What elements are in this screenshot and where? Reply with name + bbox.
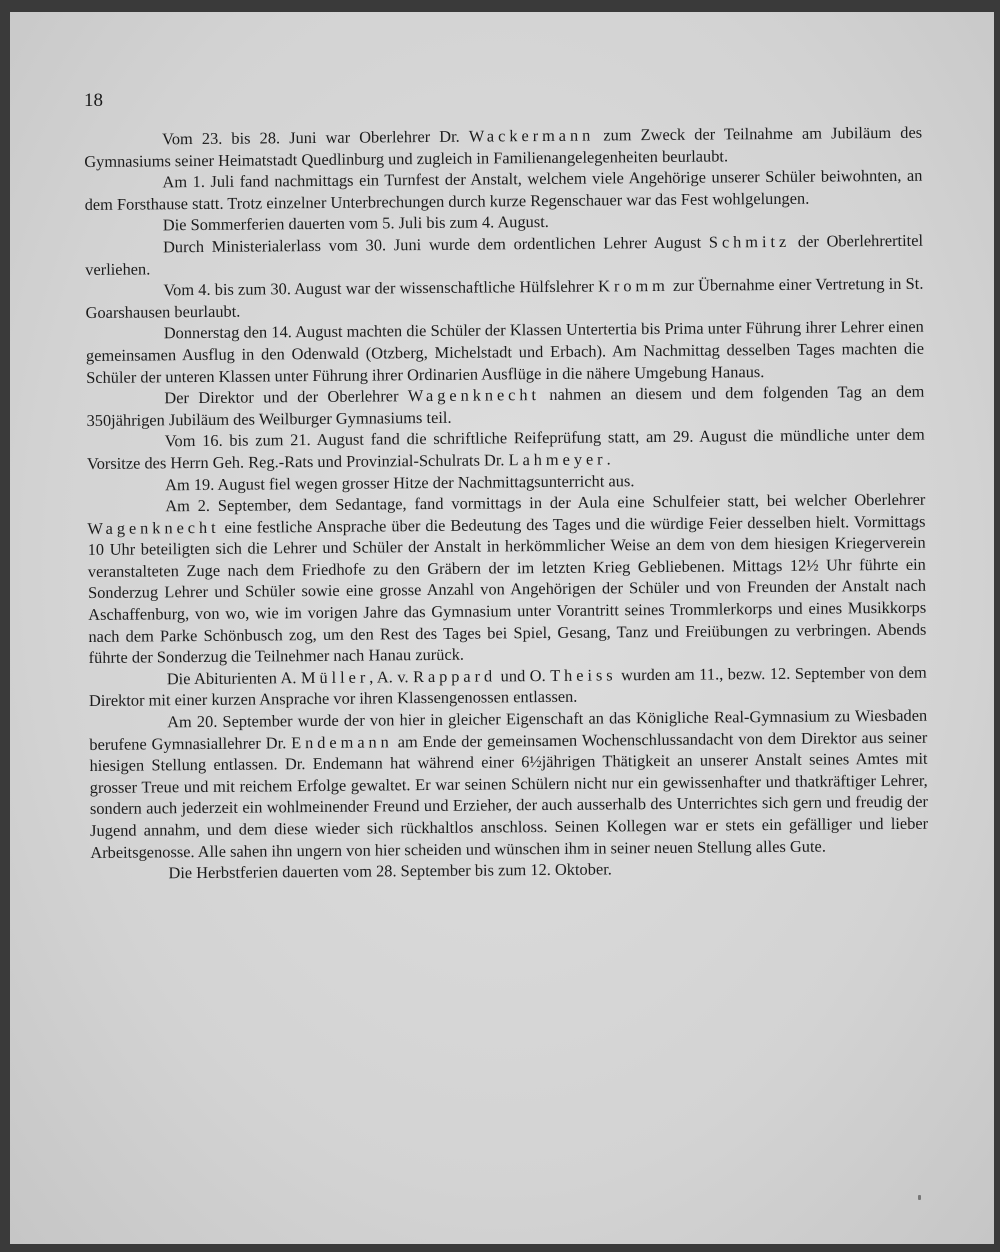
paragraph	[89, 662, 927, 712]
body-text	[84, 122, 929, 885]
text-run: , A. v.	[369, 666, 414, 687]
text-run: zur Übernahme einer Vertretung in St. Goarshausen beurlaubt.	[85, 273, 924, 322]
paragraph	[87, 489, 926, 669]
spaced-name: Theiss	[550, 665, 617, 685]
text-run: Vom 23. bis 28. Juni war Oberlehrer Dr.	[162, 126, 469, 149]
paragraph	[85, 230, 923, 280]
spaced-name: Wagenknecht	[407, 385, 541, 406]
text-run: der Oberlehrertitel verliehen.	[85, 230, 924, 279]
text-run: wurden am 11., bezw. 12. September von dem Direktor mit einer kurzen Ansprache vor ihren Klassengenossen entlassen.	[88, 662, 927, 711]
paragraph	[86, 316, 925, 388]
text-run: Vom 4. bis zum 30. August war der wissenschaftliche Hülfslehrer	[163, 276, 599, 300]
spaced-name: Müller	[300, 667, 370, 687]
text-run: Der Direktor und der Oberlehrer	[164, 386, 408, 408]
text-run: Am 20. September wurde der von hier in gleicher Eigenschaft an das Königliche Real-Gymnasium zu Wiesbaden berufene Gymnasiallehrer Dr.	[89, 705, 928, 754]
paragraph	[89, 705, 928, 863]
text-run: .	[606, 449, 611, 469]
text-run: am Ende der gemeinsamen Wochenschlussandacht von dem Direktor aus seiner hiesigen Stellung entlassen. Dr. Endemann hat während einer 6½jährigen Thätigkeit an unserer Anstalt seines Amtes mit grosser Treue und mit reichem Erfolge gewaltet. Er war seinen Schülern nicht nur ein gewissenhafter und thatkräftiger Lehrer, sondern auch jederzeit ein wohlmeinender Freund und Erzieher, der auch ausserhalb des Unterrichtes sich gern und freudig der Jugend annahm, und dem diese wieder sich rückhaltlos anschloss. Seinen Kollegen war er stets ein gefälliger und lieber Arbeitsgenosse. Alle sahen ihn ungern von hier scheiden und wünschen ihm in seiner neuen Stellung alles Gute.	[89, 727, 929, 862]
spaced-name: Schmitz	[708, 231, 791, 252]
spaced-name: Lahmeyer	[508, 449, 607, 470]
page-number: 18	[84, 90, 103, 111]
text-run: zum Zweck der Teilnahme am Jubiläum des Gymnasiums seiner Heimatstadt Quedlinburg und zugleich in Familienangelegenheiten beurlaubt.	[84, 122, 923, 171]
ink-speck	[918, 1195, 921, 1200]
paragraph	[87, 424, 925, 474]
spaced-name: Rappard	[412, 666, 497, 686]
paragraph	[84, 165, 922, 215]
paragraph	[84, 122, 922, 172]
document-page	[10, 12, 994, 1244]
spaced-name: Wagenknecht	[87, 517, 220, 538]
text-run: Am 2. September, dem Sedantage, fand vormittags in der Aula eine Schulfeier statt, bei welcher Oberlehrer	[165, 489, 926, 516]
text-run: nahmen an diesem und dem folgenden Tag an dem 350jährigen Jubiläum des Weilburger Gymnasiums teil.	[86, 381, 925, 430]
text-run: Die Herbstferien dauerten vom 28. September bis zum 12. Oktober.	[168, 859, 612, 883]
spaced-name: Kromm	[598, 276, 669, 296]
text-run: eine festliche Ansprache über die Bedeutung des Tages und die würdige Feier desselben hielt. Vormittags 10 Uhr beteiligten sich die Lehrer und Schüler der Anstalt in herkömmlicher Weise an dem von dem hiesigen Kriegerverein veranstalteten Zuge nach dem Friedhofe zu den Gräbern der im letzten Krieg Gebliebenen. Mittags 12½ Uhr führte ein Sonderzug Lehrer und Schüler sowie eine grosse Anzahl von Angehörigen der Schüler und von Freunden der Anstalt nach Aschaffenburg, von wo, wie im vorigen Jahre das Gymnasium unter Vorantritt seines Trommlerkorps und eines Musikkorps nach dem Parke Schönbusch zog, um den Rest des Tages bei Spiel, Gesang, Tanz und Freiübungen zu verbringen. Abends führte der Sonderzug die Teilnehmer nach Hanau zurück.	[87, 511, 927, 668]
spaced-name: Endemann	[291, 731, 393, 752]
text-run: Die Abiturienten A.	[166, 667, 302, 689]
text-run: Donnerstag den 14. August machten die Schüler der Klassen Untertertia bis Prima unter Führung ihrer Lehrer einen gemeinsamen Ausflug in den Odenwald (Otzberg, Michelstadt und Erbach). Am Nachmittag desselben Tages machten die Schüler der unteren Klassen unter Führung ihrer Ordinarien Ausflüge in die nähere Umgebung Hanaus.	[85, 317, 925, 387]
paragraph	[86, 381, 924, 431]
paragraph	[85, 273, 923, 323]
text-run: Die Sommerferien dauerten vom 5. Juli bis zum 4. August.	[162, 212, 549, 235]
text-run: Am 1. Juli fand nachmittags ein Turnfest der Anstalt, welchem viele Angehörige unserer Schüler beiwohnten, an dem Forsthause statt. Trotz einzelner Unterbrechungen durch kurze Regenschauer war das Fest wohlgelungen.	[84, 165, 923, 214]
text-run: Vom 16. bis zum 21. August fand die schriftliche Reifeprüfung statt, am 29. August die mündliche unter dem Vorsitze des Herrn Geh. Reg.-Rats und Provinzial-Schulrats Dr.	[86, 424, 925, 473]
text-run: Durch Ministerialerlass vom 30. Juni wurde dem ordentlichen Lehrer August	[162, 232, 709, 257]
text-run: Am 19. August fiel wegen grosser Hitze der Nachmittagsunterricht aus.	[165, 470, 635, 494]
spaced-name: Wackermann	[468, 125, 595, 146]
text-run: und O.	[496, 665, 551, 686]
